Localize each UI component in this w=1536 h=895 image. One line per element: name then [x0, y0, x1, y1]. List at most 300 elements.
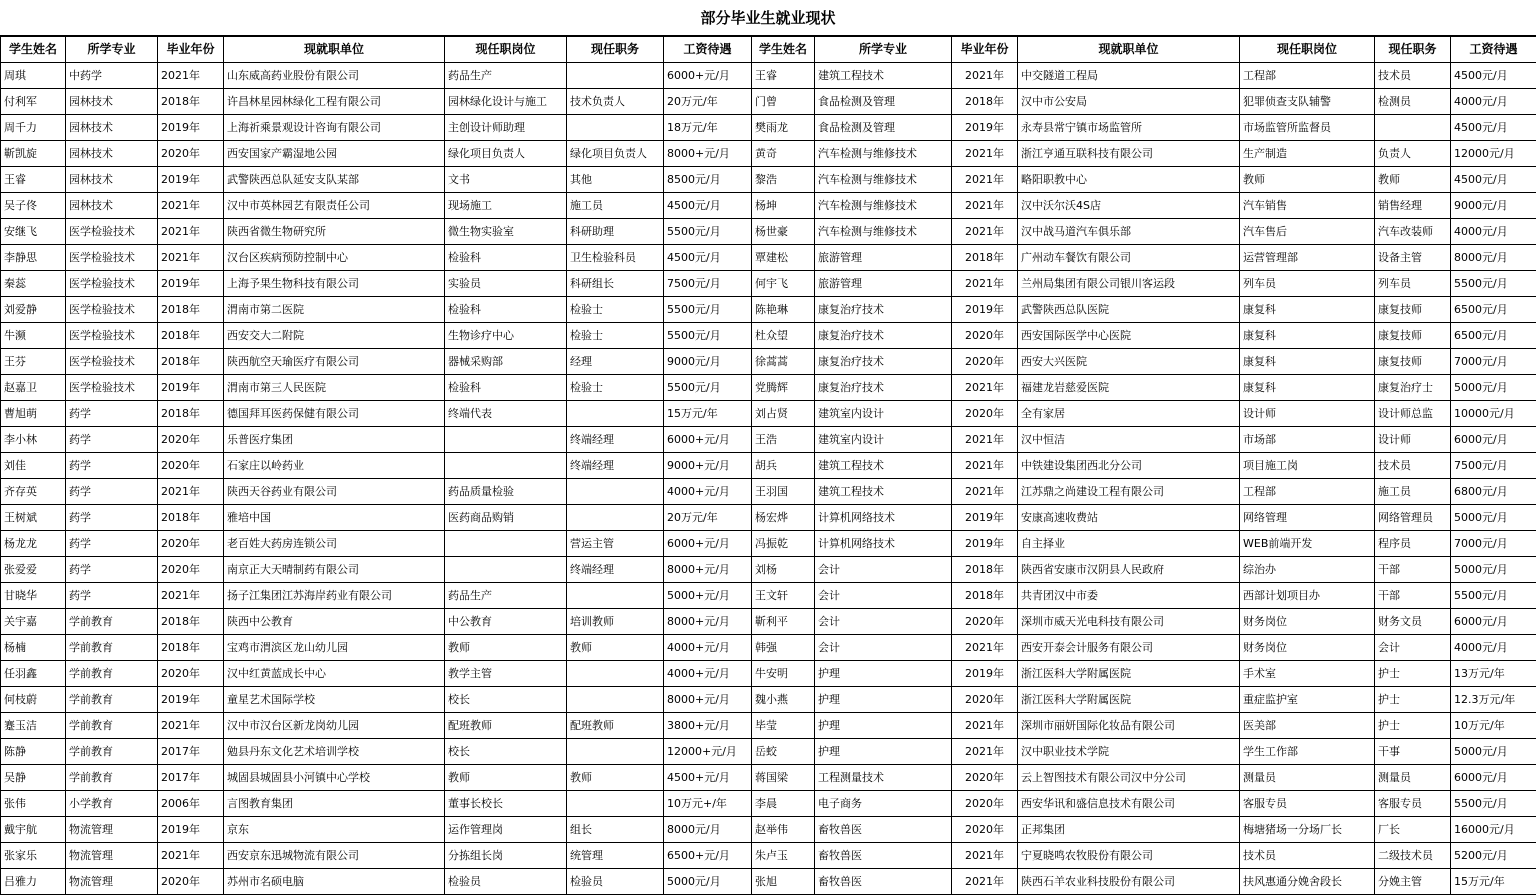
- table-cell[interactable]: 刘占贤: [752, 401, 815, 427]
- table-cell[interactable]: 汉中职业技术学院: [1018, 739, 1240, 765]
- table-cell[interactable]: 终端经理: [567, 557, 664, 583]
- table-cell[interactable]: 组长: [567, 817, 664, 843]
- table-cell[interactable]: 技术员: [1375, 63, 1451, 89]
- table-cell[interactable]: 杨坤: [752, 193, 815, 219]
- table-cell[interactable]: 汽车销售: [1240, 193, 1375, 219]
- table-cell[interactable]: 设备主管: [1375, 245, 1451, 271]
- table-cell[interactable]: 2021年: [158, 219, 224, 245]
- table-cell[interactable]: 王文轩: [752, 583, 815, 609]
- table-cell[interactable]: [567, 687, 664, 713]
- table-cell[interactable]: [567, 479, 664, 505]
- table-cell[interactable]: 运营管理部: [1240, 245, 1375, 271]
- table-cell[interactable]: 汉中市公安局: [1018, 89, 1240, 115]
- table-cell[interactable]: 汽车售后: [1240, 219, 1375, 245]
- column-header[interactable]: 学生姓名: [752, 37, 815, 63]
- table-cell[interactable]: 市场部: [1240, 427, 1375, 453]
- table-cell[interactable]: 护士: [1375, 713, 1451, 739]
- table-cell[interactable]: 2020年: [158, 141, 224, 167]
- column-header[interactable]: 毕业年份: [158, 37, 224, 63]
- table-cell[interactable]: 汽车检测与维修技术: [815, 141, 952, 167]
- table-cell[interactable]: 干事: [1375, 739, 1451, 765]
- table-cell[interactable]: 2018年: [158, 505, 224, 531]
- table-cell[interactable]: 2019年: [952, 661, 1018, 687]
- table-cell[interactable]: 康复治疗技术: [815, 349, 952, 375]
- table-cell[interactable]: 物流管理: [66, 869, 158, 895]
- column-header[interactable]: 学生姓名: [1, 37, 66, 63]
- table-cell[interactable]: 检验士: [567, 297, 664, 323]
- table-cell[interactable]: 杨世豪: [752, 219, 815, 245]
- table-cell[interactable]: 施工员: [1375, 479, 1451, 505]
- column-header[interactable]: 所学专业: [815, 37, 952, 63]
- table-cell[interactable]: 汽车改装师: [1375, 219, 1451, 245]
- table-cell[interactable]: 黎浩: [752, 167, 815, 193]
- column-header[interactable]: 现就职单位: [224, 37, 445, 63]
- table-cell[interactable]: 2018年: [158, 635, 224, 661]
- table-cell[interactable]: 学前教育: [66, 687, 158, 713]
- table-cell[interactable]: 客服专员: [1240, 791, 1375, 817]
- table-cell[interactable]: 王睿: [1, 167, 66, 193]
- table-cell[interactable]: 2019年: [952, 115, 1018, 141]
- table-cell[interactable]: 护士: [1375, 687, 1451, 713]
- table-cell[interactable]: 雅培中国: [224, 505, 445, 531]
- table-cell[interactable]: 检验士: [567, 375, 664, 401]
- table-cell[interactable]: 甘晓华: [1, 583, 66, 609]
- table-cell[interactable]: 2019年: [952, 531, 1018, 557]
- table-cell[interactable]: 黄奇: [752, 141, 815, 167]
- table-cell[interactable]: 康复科: [1240, 297, 1375, 323]
- table-cell[interactable]: 护理: [815, 687, 952, 713]
- table-cell[interactable]: 王芬: [1, 349, 66, 375]
- table-cell[interactable]: 西安国际医学中心医院: [1018, 323, 1240, 349]
- table-cell[interactable]: 客服专员: [1375, 791, 1451, 817]
- table-cell[interactable]: 渭南市第三人民医院: [224, 375, 445, 401]
- table-cell[interactable]: 2018年: [158, 323, 224, 349]
- table-cell[interactable]: 8000元/月: [664, 817, 752, 843]
- table-cell[interactable]: 2021年: [158, 479, 224, 505]
- table-cell[interactable]: 科研组长: [567, 271, 664, 297]
- table-cell[interactable]: 王睿: [752, 63, 815, 89]
- table-cell[interactable]: 20万元/年: [664, 89, 752, 115]
- table-cell[interactable]: 4000元/月: [1451, 89, 1536, 115]
- table-cell[interactable]: 西安交大二附院: [224, 323, 445, 349]
- table-cell[interactable]: 2020年: [952, 791, 1018, 817]
- table-cell[interactable]: 汉中红黄蓝成长中心: [224, 661, 445, 687]
- table-cell[interactable]: 10万元+/年: [664, 791, 752, 817]
- table-cell[interactable]: 京东: [224, 817, 445, 843]
- table-cell[interactable]: 医学检验技术: [66, 349, 158, 375]
- table-cell[interactable]: 李小林: [1, 427, 66, 453]
- table-cell[interactable]: 2021年: [952, 219, 1018, 245]
- table-cell[interactable]: 护理: [815, 739, 952, 765]
- table-cell[interactable]: 负责人: [1375, 141, 1451, 167]
- table-cell[interactable]: 8500元/月: [664, 167, 752, 193]
- table-cell[interactable]: 上海予果生物科技有限公司: [224, 271, 445, 297]
- table-cell[interactable]: 手术室: [1240, 661, 1375, 687]
- table-cell[interactable]: 2021年: [158, 63, 224, 89]
- table-cell[interactable]: 张伟: [1, 791, 66, 817]
- table-cell[interactable]: 门曾: [752, 89, 815, 115]
- table-cell[interactable]: 网络管理: [1240, 505, 1375, 531]
- table-cell[interactable]: 园林技术: [66, 167, 158, 193]
- table-cell[interactable]: [567, 791, 664, 817]
- table-cell[interactable]: 教师: [1240, 167, 1375, 193]
- table-cell[interactable]: 学生工作部: [1240, 739, 1375, 765]
- table-cell[interactable]: 教师: [567, 765, 664, 791]
- table-cell[interactable]: 干部: [1375, 557, 1451, 583]
- table-cell[interactable]: 苏州市名硕电脑: [224, 869, 445, 895]
- table-cell[interactable]: 2021年: [952, 427, 1018, 453]
- table-cell[interactable]: 樊雨龙: [752, 115, 815, 141]
- table-cell[interactable]: 旅游管理: [815, 245, 952, 271]
- table-cell[interactable]: 德国拜耳医药保健有限公司: [224, 401, 445, 427]
- table-cell[interactable]: 浙江亨通互联科技有限公司: [1018, 141, 1240, 167]
- table-cell[interactable]: 5000元/月: [1451, 505, 1536, 531]
- table-cell[interactable]: 微生物实验室: [445, 219, 567, 245]
- table-cell[interactable]: 戴宇航: [1, 817, 66, 843]
- table-cell[interactable]: 2018年: [158, 297, 224, 323]
- table-cell[interactable]: 6000+元/月: [664, 531, 752, 557]
- table-cell[interactable]: 西安京东迅城物流有限公司: [224, 843, 445, 869]
- table-cell[interactable]: 2021年: [952, 453, 1018, 479]
- table-cell[interactable]: 6500元/月: [1451, 323, 1536, 349]
- table-cell[interactable]: [567, 661, 664, 687]
- table-cell[interactable]: 技术员: [1375, 453, 1451, 479]
- table-cell[interactable]: 畜牧兽医: [815, 843, 952, 869]
- table-cell[interactable]: 毕莹: [752, 713, 815, 739]
- table-cell[interactable]: 杜众望: [752, 323, 815, 349]
- table-cell[interactable]: 旅游管理: [815, 271, 952, 297]
- table-cell[interactable]: 医学检验技术: [66, 245, 158, 271]
- table-cell[interactable]: 园林技术: [66, 141, 158, 167]
- table-cell[interactable]: 12000+元/月: [664, 739, 752, 765]
- table-cell[interactable]: 学前教育: [66, 739, 158, 765]
- table-cell[interactable]: [445, 557, 567, 583]
- table-cell[interactable]: 胡兵: [752, 453, 815, 479]
- table-cell[interactable]: 园林绿化设计与施工: [445, 89, 567, 115]
- table-cell[interactable]: 南京正大天晴制药有限公司: [224, 557, 445, 583]
- table-cell[interactable]: 永寿县常宁镇市场监管所: [1018, 115, 1240, 141]
- table-cell[interactable]: 蒋国梁: [752, 765, 815, 791]
- table-cell[interactable]: 医学检验技术: [66, 271, 158, 297]
- column-header[interactable]: 现任职岗位: [1240, 37, 1375, 63]
- table-cell[interactable]: 学前教育: [66, 609, 158, 635]
- column-header[interactable]: 毕业年份: [952, 37, 1018, 63]
- table-cell[interactable]: 刘杨: [752, 557, 815, 583]
- table-cell[interactable]: 张家乐: [1, 843, 66, 869]
- table-cell[interactable]: 陕西中公教育: [224, 609, 445, 635]
- table-cell[interactable]: 5000元/月: [1451, 739, 1536, 765]
- table-cell[interactable]: 城固县城固县小河镇中心学校: [224, 765, 445, 791]
- table-cell[interactable]: 2018年: [158, 349, 224, 375]
- table-cell[interactable]: 汉中市英林园艺有限责任公司: [224, 193, 445, 219]
- table-cell[interactable]: 药学: [66, 401, 158, 427]
- table-cell[interactable]: 检验科: [445, 297, 567, 323]
- table-cell[interactable]: 物流管理: [66, 843, 158, 869]
- table-cell[interactable]: 其他: [567, 167, 664, 193]
- table-cell[interactable]: 市场监管所监督员: [1240, 115, 1375, 141]
- table-cell[interactable]: 共青团汉中市委: [1018, 583, 1240, 609]
- table-cell[interactable]: 医学检验技术: [66, 297, 158, 323]
- table-cell[interactable]: 自主择业: [1018, 531, 1240, 557]
- table-cell[interactable]: 现场施工: [445, 193, 567, 219]
- table-cell[interactable]: 吕雅力: [1, 869, 66, 895]
- table-cell[interactable]: 2021年: [952, 141, 1018, 167]
- table-cell[interactable]: 西安国家产霸湿地公园: [224, 141, 445, 167]
- table-cell[interactable]: 覃建松: [752, 245, 815, 271]
- table-cell[interactable]: 汽车检测与维修技术: [815, 219, 952, 245]
- table-cell[interactable]: 2021年: [158, 583, 224, 609]
- table-cell[interactable]: 2019年: [158, 687, 224, 713]
- table-cell[interactable]: 2017年: [158, 739, 224, 765]
- table-cell[interactable]: 杨龙龙: [1, 531, 66, 557]
- table-cell[interactable]: 医学检验技术: [66, 375, 158, 401]
- table-cell[interactable]: 江苏鼎之尚建设工程有限公司: [1018, 479, 1240, 505]
- table-cell[interactable]: 王浩: [752, 427, 815, 453]
- table-cell[interactable]: 设计师总监: [1375, 401, 1451, 427]
- table-cell[interactable]: 护士: [1375, 661, 1451, 687]
- table-cell[interactable]: 配班教师: [445, 713, 567, 739]
- table-cell[interactable]: 教师: [445, 635, 567, 661]
- table-cell[interactable]: 2020年: [952, 323, 1018, 349]
- table-cell[interactable]: 2019年: [158, 115, 224, 141]
- table-cell[interactable]: 蹇玉洁: [1, 713, 66, 739]
- table-cell[interactable]: 康复治疗技术: [815, 323, 952, 349]
- table-cell[interactable]: 校长: [445, 739, 567, 765]
- table-cell[interactable]: 营运主管: [567, 531, 664, 557]
- table-cell[interactable]: 电子商务: [815, 791, 952, 817]
- table-cell[interactable]: [445, 427, 567, 453]
- table-cell[interactable]: 康复科: [1240, 349, 1375, 375]
- table-cell[interactable]: 会计: [815, 609, 952, 635]
- table-cell[interactable]: 7000元/月: [1451, 531, 1536, 557]
- table-cell[interactable]: 陕西航空天瑜医疗有限公司: [224, 349, 445, 375]
- table-cell[interactable]: 韩强: [752, 635, 815, 661]
- table-cell[interactable]: 综治办: [1240, 557, 1375, 583]
- table-cell[interactable]: 康复技师: [1375, 349, 1451, 375]
- table-cell[interactable]: 建筑工程技术: [815, 63, 952, 89]
- table-cell[interactable]: 程序员: [1375, 531, 1451, 557]
- table-cell[interactable]: 2020年: [158, 531, 224, 557]
- table-cell[interactable]: 陕西天谷药业有限公司: [224, 479, 445, 505]
- table-cell[interactable]: 乐普医疗集团: [224, 427, 445, 453]
- table-cell[interactable]: WEB前端开发: [1240, 531, 1375, 557]
- column-header[interactable]: 现任职岗位: [445, 37, 567, 63]
- table-cell[interactable]: 王羽国: [752, 479, 815, 505]
- table-cell[interactable]: 2021年: [952, 713, 1018, 739]
- table-cell[interactable]: 药品生产: [445, 63, 567, 89]
- table-cell[interactable]: 教师: [1375, 167, 1451, 193]
- table-cell[interactable]: 康复技师: [1375, 323, 1451, 349]
- table-cell[interactable]: 文书: [445, 167, 567, 193]
- table-cell[interactable]: 列车员: [1240, 271, 1375, 297]
- table-cell[interactable]: 牛濒: [1, 323, 66, 349]
- table-cell[interactable]: 武警陕西总队医院: [1018, 297, 1240, 323]
- table-cell[interactable]: 教师: [567, 635, 664, 661]
- table-cell[interactable]: 康复技师: [1375, 297, 1451, 323]
- table-cell[interactable]: 付利军: [1, 89, 66, 115]
- table-cell[interactable]: 2018年: [952, 583, 1018, 609]
- table-cell[interactable]: 畜牧兽医: [815, 817, 952, 843]
- table-cell[interactable]: 生物诊疗中心: [445, 323, 567, 349]
- table-cell[interactable]: 畜牧兽医: [815, 869, 952, 895]
- table-cell[interactable]: 园林技术: [66, 115, 158, 141]
- table-cell[interactable]: [567, 63, 664, 89]
- table-cell[interactable]: 8000元/月: [1451, 245, 1536, 271]
- table-cell[interactable]: 分拣组长岗: [445, 843, 567, 869]
- table-cell[interactable]: 2021年: [952, 479, 1018, 505]
- table-cell[interactable]: 药学: [66, 479, 158, 505]
- table-cell[interactable]: 4000元/月: [1451, 219, 1536, 245]
- table-cell[interactable]: 2018年: [952, 557, 1018, 583]
- table-cell[interactable]: 2019年: [158, 271, 224, 297]
- table-cell[interactable]: 云上智图技术有限公司汉中分公司: [1018, 765, 1240, 791]
- table-cell[interactable]: 老百姓大药房连锁公司: [224, 531, 445, 557]
- table-cell[interactable]: 学前教育: [66, 635, 158, 661]
- table-cell[interactable]: 张旭: [752, 869, 815, 895]
- table-cell[interactable]: 配班教师: [567, 713, 664, 739]
- table-cell[interactable]: 2021年: [952, 167, 1018, 193]
- table-cell[interactable]: 医学检验技术: [66, 219, 158, 245]
- table-cell[interactable]: 2019年: [952, 505, 1018, 531]
- table-cell[interactable]: 药学: [66, 453, 158, 479]
- table-cell[interactable]: 武警陕西总队延安支队某部: [224, 167, 445, 193]
- table-cell[interactable]: 4500+元/月: [664, 765, 752, 791]
- table-cell[interactable]: 浙江医科大学附属医院: [1018, 661, 1240, 687]
- table-cell[interactable]: 汽车检测与维修技术: [815, 167, 952, 193]
- table-cell[interactable]: 刘佳: [1, 453, 66, 479]
- table-cell[interactable]: 2020年: [158, 453, 224, 479]
- table-cell[interactable]: 主创设计师助理: [445, 115, 567, 141]
- table-cell[interactable]: 山东威高药业股份有限公司: [224, 63, 445, 89]
- table-cell[interactable]: 周千力: [1, 115, 66, 141]
- column-header[interactable]: 现就职单位: [1018, 37, 1240, 63]
- table-cell[interactable]: [445, 531, 567, 557]
- table-cell[interactable]: 陈艳琳: [752, 297, 815, 323]
- table-cell[interactable]: 建筑室内设计: [815, 427, 952, 453]
- table-cell[interactable]: 汉中市汉台区新龙岗幼儿园: [224, 713, 445, 739]
- table-cell[interactable]: 兰州局集团有限公司银川客运段: [1018, 271, 1240, 297]
- table-cell[interactable]: 检验员: [445, 869, 567, 895]
- table-cell[interactable]: 10000元/月: [1451, 401, 1536, 427]
- table-cell[interactable]: 教师: [445, 765, 567, 791]
- table-cell[interactable]: 赵举伟: [752, 817, 815, 843]
- table-cell[interactable]: 建筑工程技术: [815, 453, 952, 479]
- table-cell[interactable]: 赵嘉卫: [1, 375, 66, 401]
- table-cell[interactable]: 广州动车餐饮有限公司: [1018, 245, 1240, 271]
- table-cell[interactable]: 董事长校长: [445, 791, 567, 817]
- table-cell[interactable]: 4500元/月: [1451, 115, 1536, 141]
- table-cell[interactable]: 中公教育: [445, 609, 567, 635]
- table-cell[interactable]: 4500元/月: [664, 193, 752, 219]
- table-cell[interactable]: 中药学: [66, 63, 158, 89]
- table-cell[interactable]: 6500+元/月: [664, 843, 752, 869]
- table-cell[interactable]: 财务岗位: [1240, 609, 1375, 635]
- table-cell[interactable]: 医美部: [1240, 713, 1375, 739]
- table-cell[interactable]: 财务文员: [1375, 609, 1451, 635]
- table-cell[interactable]: 6000元/月: [1451, 765, 1536, 791]
- table-cell[interactable]: 运作管理岗: [445, 817, 567, 843]
- table-cell[interactable]: 生产制造: [1240, 141, 1375, 167]
- table-cell[interactable]: 校长: [445, 687, 567, 713]
- table-cell[interactable]: 2021年: [158, 245, 224, 271]
- table-cell[interactable]: 12.3万元/年: [1451, 687, 1536, 713]
- table-cell[interactable]: 张爱爱: [1, 557, 66, 583]
- table-cell[interactable]: 12000元/月: [1451, 141, 1536, 167]
- table-cell[interactable]: 药学: [66, 583, 158, 609]
- column-header[interactable]: 所学专业: [66, 37, 158, 63]
- table-cell[interactable]: 食品检测及管理: [815, 115, 952, 141]
- table-cell[interactable]: 犯罪侦查支队辅警: [1240, 89, 1375, 115]
- table-cell[interactable]: 2021年: [158, 843, 224, 869]
- table-cell[interactable]: 康复治疗技术: [815, 297, 952, 323]
- table-cell[interactable]: 园林技术: [66, 193, 158, 219]
- table-cell[interactable]: 2020年: [952, 349, 1018, 375]
- table-cell[interactable]: 7500元/月: [664, 271, 752, 297]
- table-cell[interactable]: 汉中战马道汽车俱乐部: [1018, 219, 1240, 245]
- table-cell[interactable]: 扬子江集团江苏海岸药业有限公司: [224, 583, 445, 609]
- table-cell[interactable]: 6800元/月: [1451, 479, 1536, 505]
- table-cell[interactable]: 周琪: [1, 63, 66, 89]
- table-cell[interactable]: 培训教师: [567, 609, 664, 635]
- table-cell[interactable]: 4000+元/月: [664, 635, 752, 661]
- table-cell[interactable]: 石家庄以岭药业: [224, 453, 445, 479]
- table-cell[interactable]: 6000+元/月: [664, 427, 752, 453]
- table-cell[interactable]: 2020年: [952, 609, 1018, 635]
- table-cell[interactable]: 深圳市丽妍国际化妆品有限公司: [1018, 713, 1240, 739]
- table-cell[interactable]: [445, 453, 567, 479]
- table-cell[interactable]: 8000+元/月: [664, 557, 752, 583]
- table-cell[interactable]: 2020年: [158, 427, 224, 453]
- table-cell[interactable]: 会计: [815, 635, 952, 661]
- table-cell[interactable]: 勉县丹东文化艺术培训学校: [224, 739, 445, 765]
- table-cell[interactable]: 5500元/月: [664, 375, 752, 401]
- table-cell[interactable]: 牛安明: [752, 661, 815, 687]
- table-cell[interactable]: 食品检测及管理: [815, 89, 952, 115]
- table-cell[interactable]: 二级技术员: [1375, 843, 1451, 869]
- table-cell[interactable]: 技术员: [1240, 843, 1375, 869]
- table-cell[interactable]: 工程部: [1240, 63, 1375, 89]
- table-cell[interactable]: 何宇飞: [752, 271, 815, 297]
- table-cell[interactable]: 西部计划项目办: [1240, 583, 1375, 609]
- table-cell[interactable]: 齐存英: [1, 479, 66, 505]
- table-cell[interactable]: 陈静: [1, 739, 66, 765]
- table-cell[interactable]: [567, 739, 664, 765]
- table-cell[interactable]: 学前教育: [66, 713, 158, 739]
- table-cell[interactable]: 陕西石羊农业科技股份有限公司: [1018, 869, 1240, 895]
- table-cell[interactable]: 5500元/月: [664, 219, 752, 245]
- table-cell[interactable]: 厂长: [1375, 817, 1451, 843]
- table-cell[interactable]: 工程测量技术: [815, 765, 952, 791]
- table-cell[interactable]: 网络管理员: [1375, 505, 1451, 531]
- table-cell[interactable]: 6500元/月: [1451, 297, 1536, 323]
- table-cell[interactable]: 正邦集团: [1018, 817, 1240, 843]
- table-cell[interactable]: 会计: [815, 557, 952, 583]
- table-cell[interactable]: 靳利平: [752, 609, 815, 635]
- table-cell[interactable]: 李晨: [752, 791, 815, 817]
- table-cell[interactable]: 冯振乾: [752, 531, 815, 557]
- table-cell[interactable]: 王树斌: [1, 505, 66, 531]
- table-cell[interactable]: 9000+元/月: [664, 453, 752, 479]
- table-cell[interactable]: 康复治疗技术: [815, 375, 952, 401]
- table-cell[interactable]: 物流管理: [66, 817, 158, 843]
- table-cell[interactable]: 3800+元/月: [664, 713, 752, 739]
- table-cell[interactable]: 经理: [567, 349, 664, 375]
- table-cell[interactable]: 略阳职教中心: [1018, 167, 1240, 193]
- table-cell[interactable]: 2021年: [158, 193, 224, 219]
- table-cell[interactable]: 4500元/月: [664, 245, 752, 271]
- table-cell[interactable]: 汉中恒洁: [1018, 427, 1240, 453]
- table-cell[interactable]: 5000+元/月: [664, 583, 752, 609]
